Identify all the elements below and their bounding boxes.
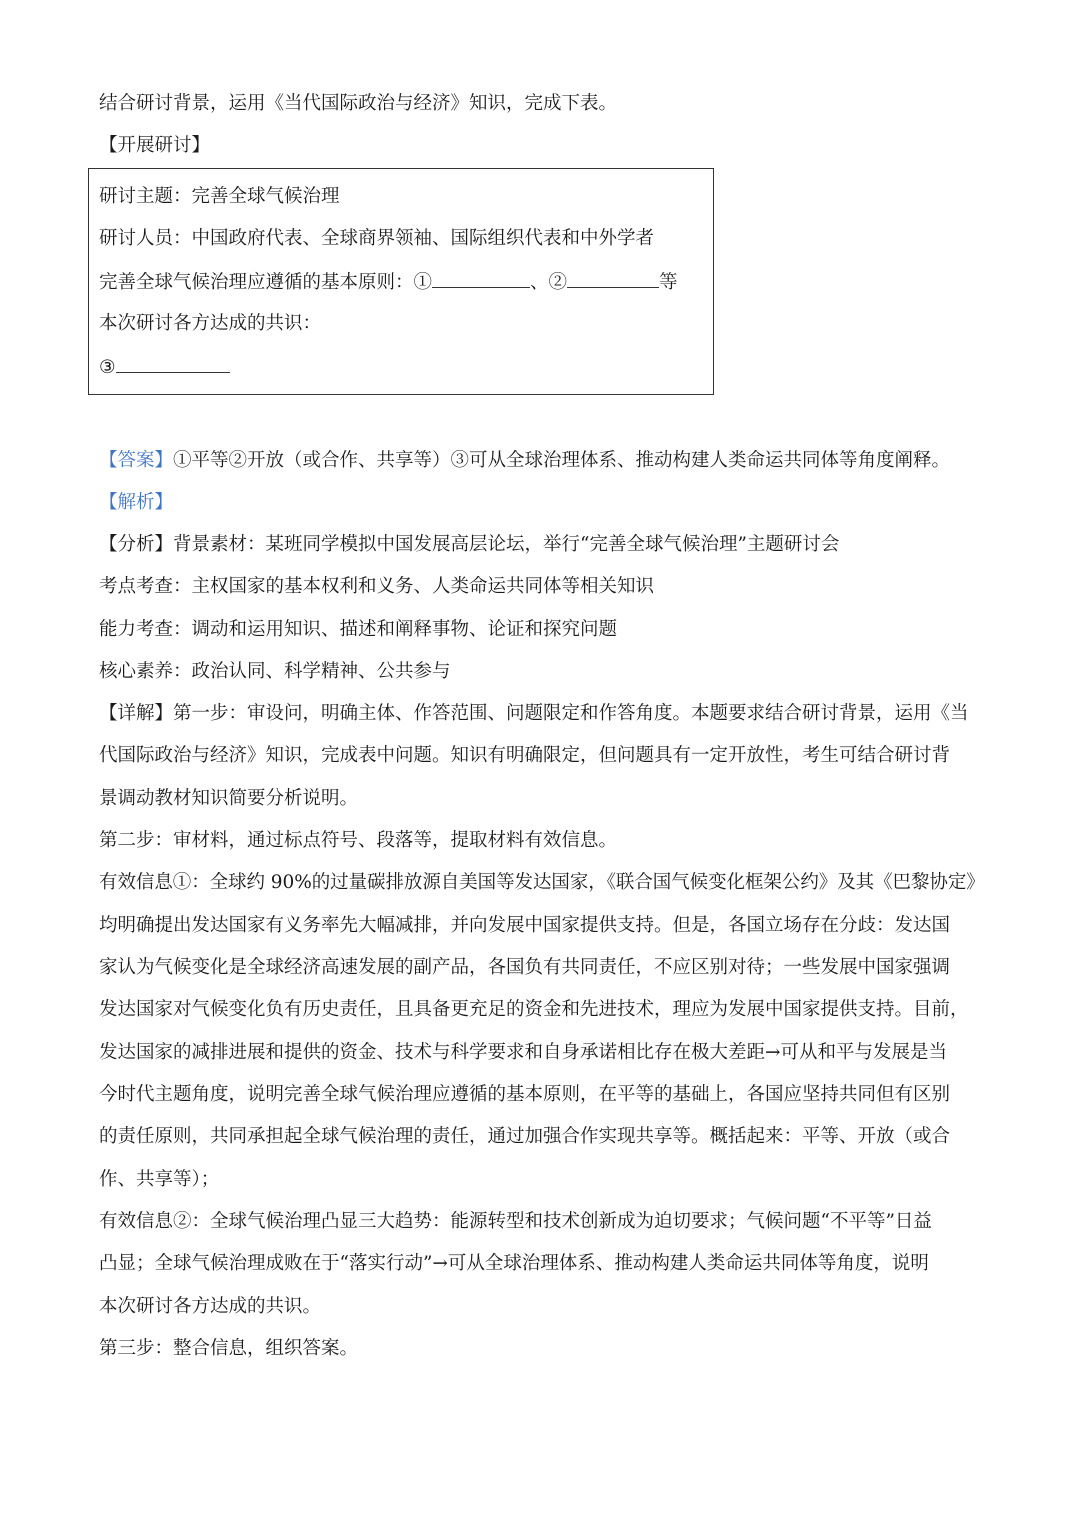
detail-line-10: 今时代主题角度，说明完善全球气候治理应遵循的基本原则，在平等的基础上，各国应坚持共同但有区别 xyxy=(99,1084,951,1105)
principles-suffix: 等 xyxy=(659,272,678,293)
table-principles xyxy=(99,269,678,295)
analysis-literacy: 核心素养：政治认同、科学精神、公共参与 xyxy=(99,661,451,682)
table-consensus-label: 本次研讨各方达成的共识： xyxy=(99,313,322,334)
detail-line-1 xyxy=(99,702,969,726)
consensus-marker: ③ xyxy=(99,357,116,378)
detail-line-6: 均明确提出发达国家有义务率先大幅减排，并向发展中国家提供支持。但是，各国立场存在分歧：发达国 xyxy=(99,915,951,936)
detail-tag: 【详解】 xyxy=(99,703,174,724)
detail-line-14: 凸显；全球气候治理成败在于“落实行动”→可从全球治理体系、推动构建人类命运共同体等角度，说明 xyxy=(99,1253,929,1274)
detail-text-1: 第一步：审设问，明确主体、作答范围、问题限定和作答角度。本题要求结合研讨背景，运用《当 xyxy=(173,703,969,724)
answer-text: ①平等②开放（或合作、共享等）③可从全球治理体系、推动构建人类命运共同体等角度阐释。 xyxy=(173,450,951,471)
detail-line-5: 有效信息①：全球约 90%的过量碳排放源自美国等发达国家，《联合国气候变化框架公约》及其《巴黎协定》 xyxy=(99,872,985,893)
intro-text: 结合研讨背景，运用《当代国际政治与经济》知识，完成下表。 xyxy=(99,93,618,114)
detail-line-9: 发达国家的减排进展和提供的资金、技术与科学要求和自身承诺相比存在极大差距→可从和平与发展是当 xyxy=(99,1042,948,1063)
detail-line-4: 第二步：审材料，通过标点符号、段落等，提取材料有效信息。 xyxy=(99,830,618,851)
blank-1 xyxy=(432,269,530,288)
analysis-points: 考点考查：主权国家的基本权利和义务、人类命运共同体等相关知识 xyxy=(99,576,655,597)
table-participants: 研讨人员：中国政府代表、全球商界领袖、国际组织代表和中外学者 xyxy=(99,228,655,249)
blank-2 xyxy=(567,269,659,288)
detail-line-16: 第三步：整合信息，组织答案。 xyxy=(99,1338,359,1359)
detail-line-13: 有效信息②：全球气候治理凸显三大趋势：能源转型和技术创新成为迫切要求；气候问题“不平等”日益 xyxy=(99,1211,932,1232)
analysis-line xyxy=(99,533,839,557)
section-heading: 【开展研讨】 xyxy=(99,135,211,156)
detail-line-12: 作、共享等）； xyxy=(99,1169,220,1190)
analysis-tag: 【解析】 xyxy=(99,492,174,513)
analysis-background: 背景素材：某班同学模拟中国发展高层论坛，举行“完善全球气候治理”主题研讨会 xyxy=(173,534,840,555)
blank-3 xyxy=(116,354,230,373)
detail-line-3: 景调动教材知识简要分析说明。 xyxy=(99,788,359,809)
discussion-table xyxy=(88,168,714,395)
answer-tag: 【答案】 xyxy=(99,450,174,471)
principles-prefix: 完善全球气候治理应遵循的基本原则：① xyxy=(99,272,433,293)
detail-line-7: 家认为气候变化是全球经济高速发展的副产品，各国负有共同责任，不应区别对待；一些发展中国家强调 xyxy=(99,957,951,978)
table-consensus-item xyxy=(99,354,230,380)
table-topic: 研讨主题：完善全球气候治理 xyxy=(99,186,340,207)
analysis-ability: 能力考查：调动和运用知识、描述和阐释事物、论证和探究问题 xyxy=(99,619,618,640)
detail-line-11: 的责任原则，共同承担起全球气候治理的责任，通过加强合作实现共享等。概括起来：平等、开放（或合 xyxy=(99,1126,951,1147)
detail-line-2: 代国际政治与经济》知识，完成表中问题。知识有明确限定，但问题具有一定开放性，考生可结合研讨背 xyxy=(99,745,951,766)
principles-mid: 、② xyxy=(530,272,568,293)
answer-line xyxy=(99,449,950,473)
analysis-tag-label: 【分析】 xyxy=(99,534,174,555)
detail-line-8: 发达国家对气候变化负有历史责任，且具备更充足的资金和先进技术，理应为发展中国家提供支持。目前， xyxy=(99,999,969,1020)
detail-line-15: 本次研讨各方达成的共识。 xyxy=(99,1296,322,1317)
